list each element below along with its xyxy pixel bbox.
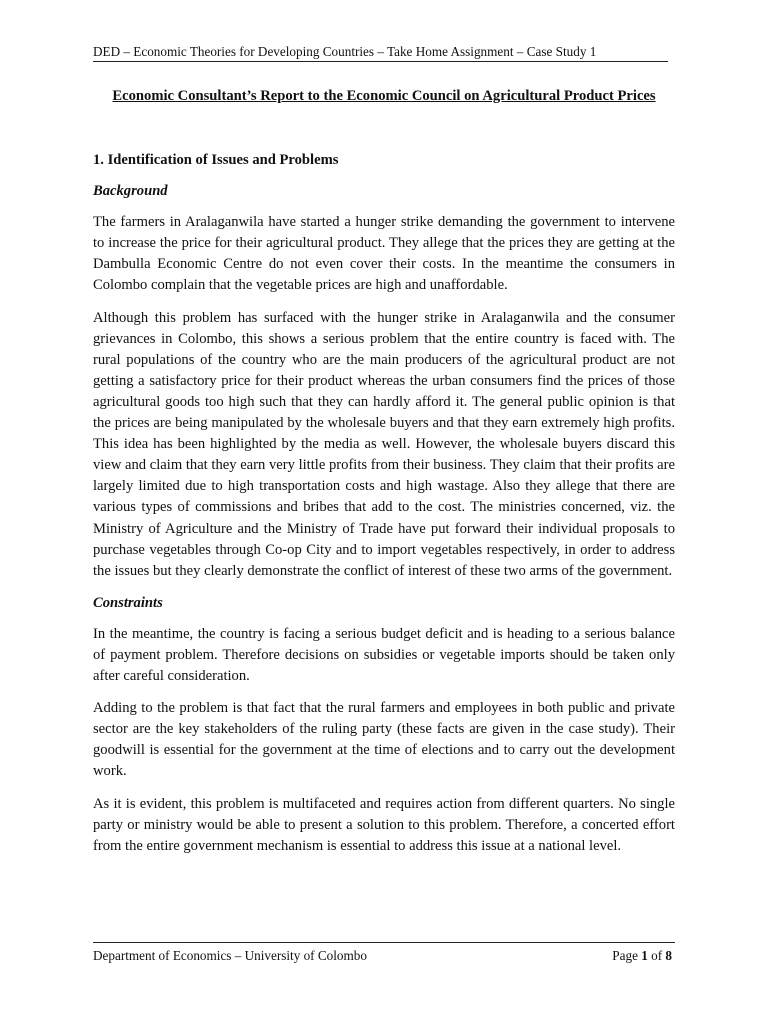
constraints-heading: Constraints	[93, 594, 163, 611]
background-paragraph-2: Although this problem has surfaced with the hunger strike in Aralaganwila and the consumer grievances in Colombo, this shows a serious problem that the entire country is faced with. The rural populations of the country who are the main producers of the agricultural product are not getting a satisfactory price for their product whereas the urban consumers find the prices of those agricultural goods too high such that they can hardly afford it. The general public opinion is that the prices are being manipulated by the wholesale buyers and that they earn extremely high profits. This idea has been highlighted by the media as well. However, the wholesale buyers discard this view and claim that they earn very little profits from their business. They claim that their profits are largely limited due to high transportation costs and high wastage. Also they allege that there are various types of commissions and bribes that add to the cost. The ministries concerned, viz. the Ministry of Agriculture and the Ministry of Trade have put forward their individual proposals to purchase vegetables through Co-op City and to import vegetables respectively, in order to address the issues but they clearly demonstrate the conflict of interest of these two arms of the government.	[93, 309, 675, 579]
page-label: Page	[612, 948, 638, 963]
page-current: 1	[641, 948, 648, 963]
page-number	[612, 948, 672, 964]
background-heading: Background	[93, 183, 168, 200]
page-total: 8	[665, 948, 672, 963]
constraints-paragraph-2: Adding to the problem is that fact that the rural farmers and employees in both public and private sector are the key stakeholders of the ruling party (these facts are given in the case study). Their goodwill is essential for the government at the time of elections and to carry out the development work.	[93, 700, 675, 780]
page-header	[93, 44, 673, 60]
document-body	[93, 150, 675, 868]
constraints-paragraph-1: In the meantime, the country is facing a serious budget deficit and is heading to a serious balance of payment problem. Therefore decisions on subsidies or vegetable imports should be taken only after careful consideration.	[93, 625, 675, 685]
header-rule	[93, 61, 668, 62]
section-heading: 1. Identification of Issues and Problems	[93, 152, 339, 168]
report-title: Economic Consultant’s Report to the Economic Council on Agricultural Product Prices	[112, 88, 656, 104]
footer-rule	[93, 942, 675, 943]
background-paragraph-1: The farmers in Aralaganwila have started a hunger strike demanding the government to intervene to increase the price for their agricultural product. They allege that the prices they are getting at the Dambulla Economic Centre do not even cover their costs. In the meantime the consumers in Colombo complain that the vegetable prices are high and unaffordable.	[93, 214, 675, 294]
constraints-paragraph-3: As it is evident, this problem is multifaceted and requires action from different quarters. No single party or ministry would be able to present a solution to this problem. Therefore, a concerted effort from the entire government mechanism is essential to address this issue at a national level.	[93, 795, 675, 854]
page-of-label: of	[651, 948, 663, 963]
header-text: DED – Economic Theories for Developing Countries – Take Home Assignment – Case Study 1	[93, 44, 597, 59]
footer-department: Department of Economics – University of Colombo	[93, 948, 367, 963]
